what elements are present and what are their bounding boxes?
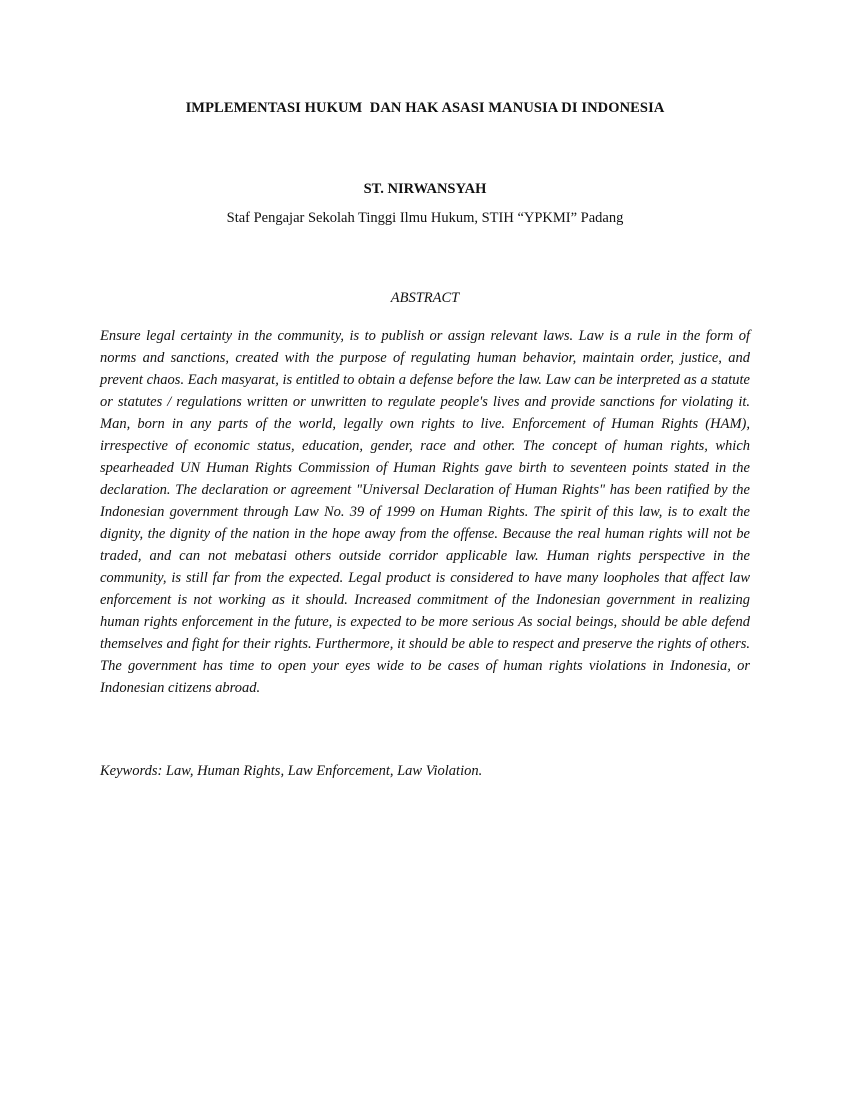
paper-title: IMPLEMENTASI HUKUM DAN HAK ASASI MANUSIA DI INDONESIA	[185, 100, 665, 116]
keywords: Keywords: Law, Human Rights, Law Enforcement, Law Violation.	[100, 763, 483, 779]
author-name: ST. NIRWANSYAH	[363, 181, 487, 197]
abstract-body: Ensure legal certainty in the community, is to publish or assign relevant laws. Law is a rule in the form of norms and sanctions, created with the purpose of regulating human behavior, maintain order, justice, and prevent chaos. Each masyarat, is entitled to obtain a defense before the law. Law can be interpreted as a statute or statutes / regulations written or unwritten to regulate people's lives and provide sanctions for violating it. Man, born in any parts of the world, legally own rights to live. Enforcement of Human Rights (HAM), irrespective of economic status, education, gender, race and other. The concept of human rights, which spearheaded UN Human Rights Commission of Human Rights gave birth to seventeen points stated in the declaration. The declaration or agreement "Universal Declaration of Human Rights" has been ratified by the Indonesian government through Law No. 39 of 1999 on Human Rights. The spirit of this law, is to exalt the dignity, the dignity of the nation in the hope away from the offense. Because the real human rights will not be traded, and can not mebatasi others outside corridor applicable law. Human rights perspective in the community, is still far from the expected. Legal product is considered to have many loopholes that affect law enforcement is not working as it should. Increased commitment of the Indonesian government in realizing human rights enforcement in the future, is expected to be more serious As social beings, should be able defend themselves and fight for their rights. Furthermore, it should be able to respect and preserve the rights of others. The government has time to open your eyes wide to be cases of human rights violations in Indonesia, or Indonesian citizens abroad.	[100, 328, 750, 696]
abstract-heading: ABSTRACT	[390, 290, 460, 306]
author-affiliation: Staf Pengajar Sekolah Tinggi Ilmu Hukum, STIH “YPKMI” Padang	[226, 210, 624, 226]
